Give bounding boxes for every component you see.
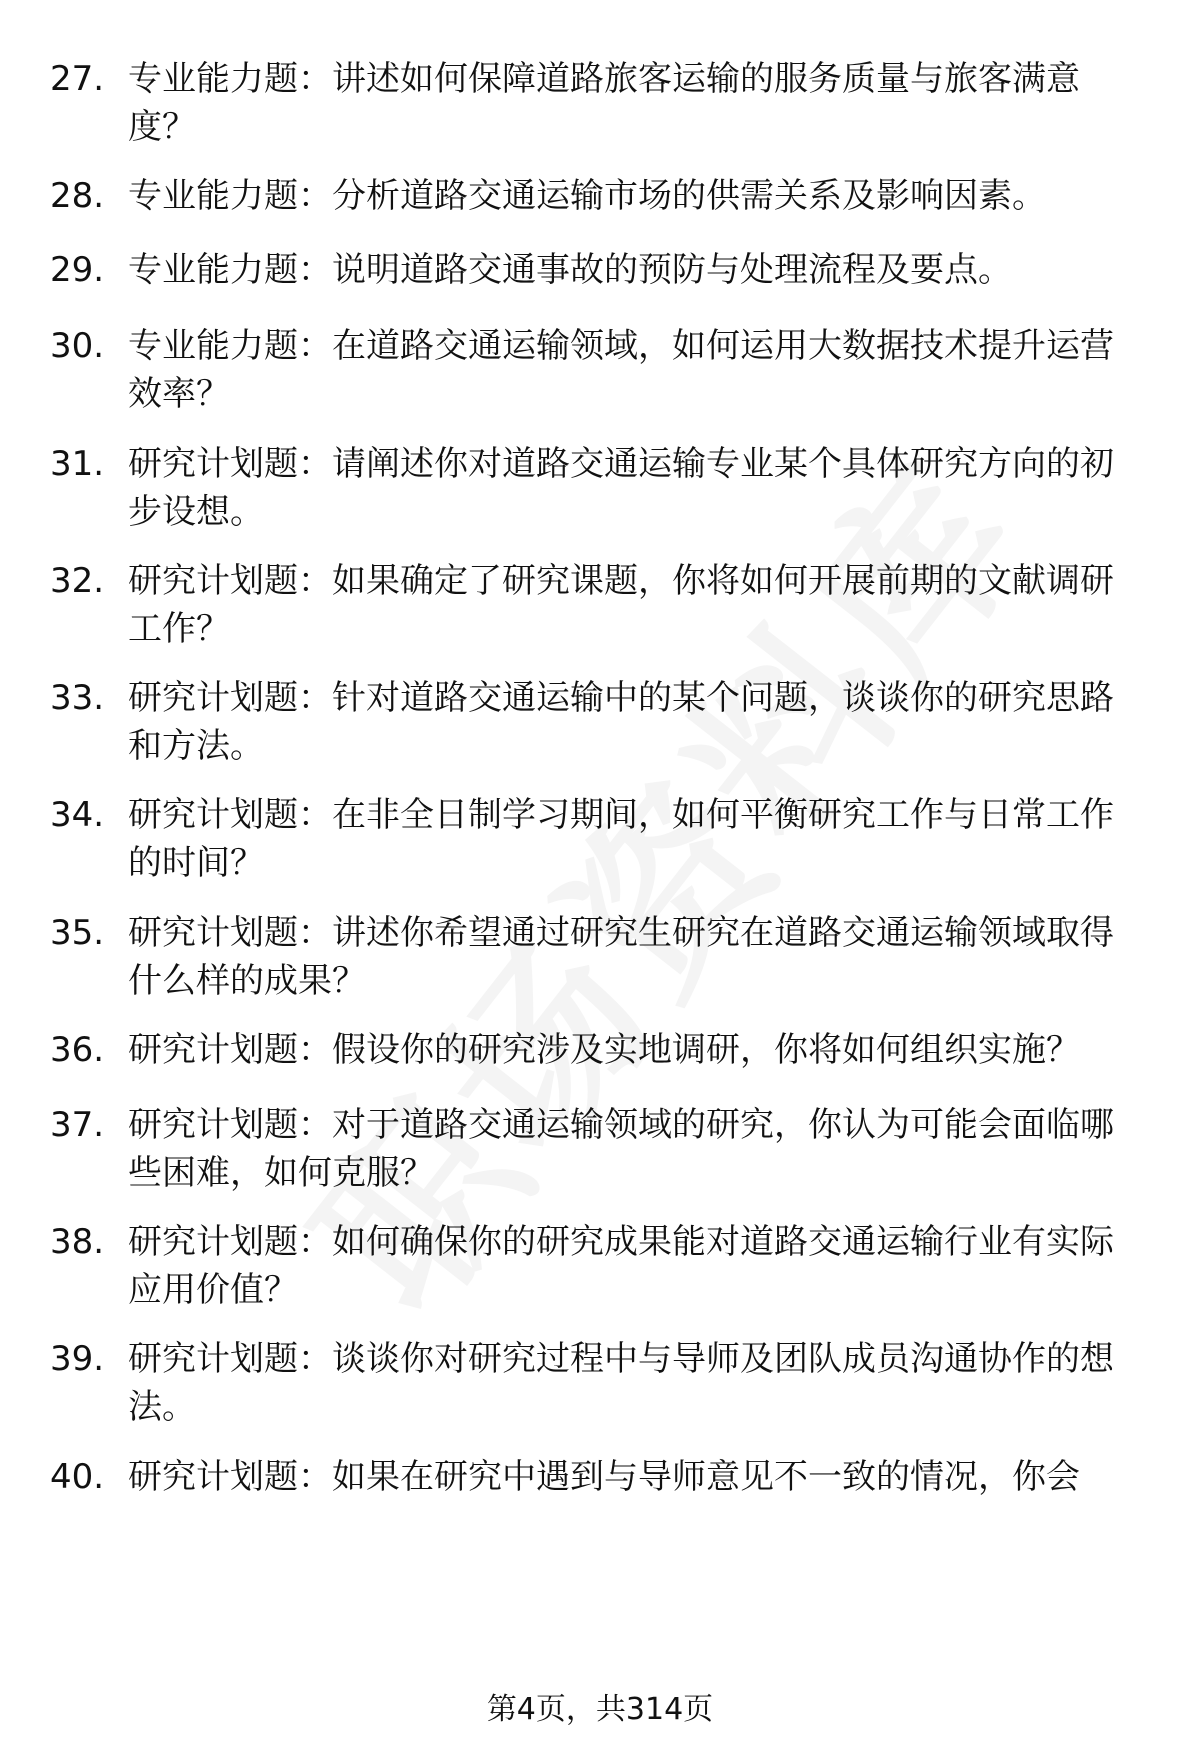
question-number: 35. [50, 913, 105, 953]
question-number: 40. [50, 1457, 105, 1497]
question-text: 专业能力题：讲述如何保障道路旅客运输的服务质量与旅客满意度？ [128, 59, 1080, 147]
question-text: 研究计划题：针对道路交通运输中的某个问题，谈谈你的研究思路和方法。 [128, 678, 1114, 766]
question-text: 研究计划题：在非全日制学习期间，如何平衡研究工作与日常工作的时间？ [128, 795, 1114, 883]
question-text: 研究计划题：如果在研究中遇到与导师意见不一致的情况，你会 [128, 1457, 1080, 1497]
question-number: 39. [50, 1339, 105, 1379]
question-number: 29. [50, 250, 105, 290]
question-number: 38. [50, 1222, 105, 1262]
page-footer: 第4页，共314页 [486, 1692, 714, 1727]
question-text: 专业能力题：说明道路交通事故的预防与处理流程及要点。 [128, 250, 1012, 290]
question-number: 28. [50, 176, 105, 216]
question-number: 33. [50, 678, 105, 718]
question-text: 专业能力题：分析道路交通运输市场的供需关系及影响因素。 [128, 176, 1046, 216]
question-text: 专业能力题：在道路交通运输领域，如何运用大数据技术提升运营效率？ [128, 326, 1114, 414]
question-number: 34. [50, 795, 105, 835]
question-text: 研究计划题：讲述你希望通过研究生研究在道路交通运输领域取得什么样的成果？ [128, 913, 1114, 1001]
question-text: 研究计划题：谈谈你对研究过程中与导师及团队成员沟通协作的想法。 [128, 1339, 1114, 1427]
question-number: 27. [50, 59, 105, 99]
question-text: 研究计划题：如果确定了研究课题，你将如何开展前期的文献调研工作？ [128, 561, 1114, 649]
question-text: 研究计划题：请阐述你对道路交通运输专业某个具体研究方向的初步设想。 [128, 444, 1114, 532]
question-number: 30. [50, 326, 105, 366]
question-text: 研究计划题：对于道路交通运输领域的研究，你认为可能会面临哪些困难，如何克服？ [128, 1105, 1114, 1193]
question-number: 37. [50, 1105, 105, 1145]
question-number: 36. [50, 1030, 105, 1070]
question-number: 31. [50, 444, 105, 484]
question-text: 研究计划题：如何确保你的研究成果能对道路交通运输行业有实际应用价值？ [128, 1222, 1114, 1310]
question-number: 32. [50, 561, 105, 601]
question-text: 研究计划题：假设你的研究涉及实地调研，你将如何组织实施？ [128, 1030, 1080, 1070]
